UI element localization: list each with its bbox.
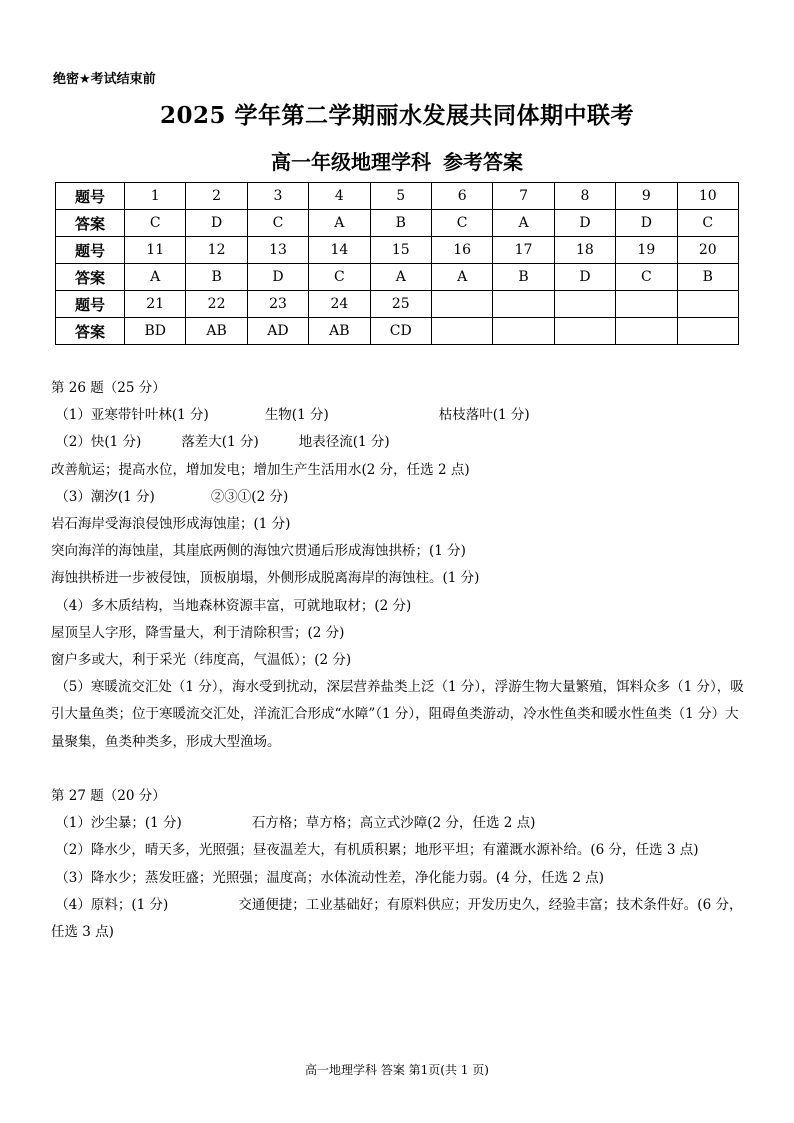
answer-cell — [616, 318, 677, 345]
q26-part3-line1: 岩石海岸受海浪侵蚀形成海蚀崖；(1 分) — [51, 516, 291, 533]
q26-part4-line3: 窗户多或大，利于采光（纬度高，气温低）；(2 分) — [51, 652, 352, 669]
exam-title: 2025 学年第二学期丽水发展共同体期中联考 — [159, 102, 635, 129]
question-number-cell: 8 — [554, 183, 615, 210]
q27-part3-text: （3）降水少；蒸发旺盛；光照强；温度高；水体流动性差，净化能力弱。(4 分，任选 2 点) — [55, 869, 604, 886]
answer-cell: A — [370, 264, 431, 291]
answer-cell: B — [370, 210, 431, 237]
q27-part2-text: （2）降水少，晴天多，光照强；昼夜温差大，有机质积累；地形平坦；有灌溉水源补给。(6 分，任选 3 点) — [55, 842, 699, 859]
answer-cell: B — [677, 264, 738, 291]
q26-part4-line2: 屋顶呈人字形，降雪量大，利于清除积雪；(2 分) — [51, 624, 345, 641]
answer-cell: B — [186, 264, 247, 291]
question-number-cell — [431, 291, 492, 318]
q26-part4-line1 — [51, 593, 747, 620]
answer-table — [55, 182, 739, 345]
question-number-cell: 18 — [554, 237, 615, 264]
answer-row-label: 答案 — [56, 318, 125, 345]
subtitle-subject: 高一年级地理学科 — [271, 150, 431, 174]
answer-cell: C — [247, 210, 308, 237]
answer-cell: C — [125, 210, 186, 237]
question-number-row-label: 题号 — [56, 291, 125, 318]
question-number-cell — [493, 291, 554, 318]
answer-row — [56, 264, 739, 291]
answer-cell — [554, 318, 615, 345]
q26-part1-c: 枯枝落叶(1 分) — [438, 407, 530, 424]
question-number-cell — [616, 291, 677, 318]
answer-cell: AB — [186, 318, 247, 345]
answer-cell: D — [554, 210, 615, 237]
q26-part3 — [51, 484, 747, 511]
question-number-row — [56, 291, 739, 318]
question-number-cell: 20 — [677, 237, 738, 264]
q26-part1 — [51, 402, 747, 429]
answer-cell: A — [309, 210, 370, 237]
answer-cell: C — [431, 210, 492, 237]
answer-content — [51, 375, 747, 946]
q26-part1-b: 生物(1 分) — [264, 407, 329, 424]
answer-cell: A — [431, 264, 492, 291]
answer-row — [56, 210, 739, 237]
q27-part4 — [51, 892, 747, 946]
answer-cell: CD — [370, 318, 431, 345]
page-footer: 高一地理学科 答案 第1页(共 1 页) — [305, 1063, 489, 1077]
answer-row-label: 答案 — [56, 264, 125, 291]
question-number-cell: 12 — [186, 237, 247, 264]
answer-cell: D — [554, 264, 615, 291]
q26-part5 — [51, 674, 747, 756]
q26-part3-b: ②③①(2 分) — [210, 488, 289, 505]
exam-subtitle — [0, 146, 794, 175]
question-number-row — [56, 183, 739, 210]
question-number-cell: 6 — [431, 183, 492, 210]
answer-cell: C — [309, 264, 370, 291]
q26-part2-a: （2）快(1 分) — [55, 434, 142, 451]
question-number-row — [56, 237, 739, 264]
q26-part3-a: （3）潮汐(1 分) — [55, 488, 155, 505]
q26-part5-text: （5）寒暖流交汇处（1 分），海水受到扰动，深层营养盐类上泛（1 分），浮游生物大量繁殖，饵料众多（1 分），吸引大量鱼类；位于寒暖流交汇处，洋流汇合形成“水障”（1 分），阻碍鱼类游动，冷水性鱼类和暖水性鱼类（1 分）大量聚集，鱼类种类多，形成大型渔场。 — [51, 679, 744, 750]
q26-heading: 第 26 题（25 分） — [51, 380, 166, 396]
question-number-cell — [677, 291, 738, 318]
question-number-cell: 10 — [677, 183, 738, 210]
question-number-cell: 11 — [125, 237, 186, 264]
answer-cell: A — [125, 264, 186, 291]
question-number-cell: 16 — [431, 237, 492, 264]
q27-heading: 第 27 题（20 分） — [51, 788, 166, 805]
question-number-cell: 7 — [493, 183, 554, 210]
q27-part2 — [51, 837, 747, 864]
question-number-cell: 24 — [309, 291, 370, 318]
question-number-cell: 22 — [186, 291, 247, 318]
q26-part4-a: （4）多木质结构，当地森林资源丰富，可就地取材；(2 分) — [55, 597, 412, 614]
answer-row-label: 答案 — [56, 210, 125, 237]
question-number-cell: 21 — [125, 291, 186, 318]
q26-part2-detail: 改善航运；提高水位，增加发电；增加生产生活用水(2 分，任选 2 点) — [51, 461, 470, 478]
q27-part1-b: 石方格；草方格；高立式沙障(2 分，任选 2 点) — [251, 815, 536, 832]
question-number-cell: 25 — [370, 291, 431, 318]
q26-part2-c: 地表径流(1 分) — [298, 434, 390, 451]
question-number-row-label: 题号 — [56, 237, 125, 264]
answer-cell: D — [186, 210, 247, 237]
question-number-cell: 13 — [247, 237, 308, 264]
question-number-cell: 23 — [247, 291, 308, 318]
question-number-cell: 17 — [493, 237, 554, 264]
q27-part4-b: 交通便捷；工业基础好；有原料供应；开发历史久，经验丰富；技术条件好。(6 分，任选 3 点) — [51, 896, 743, 941]
q27-part1-a: （1）沙尘暴；(1 分) — [55, 815, 182, 832]
answer-cell: AD — [247, 318, 308, 345]
answer-cell — [677, 318, 738, 345]
q27-part1 — [51, 810, 747, 837]
question-number-cell: 2 — [186, 183, 247, 210]
q27-part3 — [51, 865, 747, 892]
question-number-cell: 4 — [309, 183, 370, 210]
question-number-cell: 14 — [309, 237, 370, 264]
answer-cell — [431, 318, 492, 345]
answer-cell: B — [493, 264, 554, 291]
answer-cell: C — [677, 210, 738, 237]
answer-cell: D — [616, 210, 677, 237]
answer-cell: A — [493, 210, 554, 237]
subtitle-answer-key: 参考答案 — [443, 150, 523, 174]
q27-part4-a: （4）原料；(1 分) — [55, 896, 169, 913]
answer-cell: C — [616, 264, 677, 291]
confidential-label: 绝密★考试结束前 — [53, 72, 156, 87]
q26-part1-a: （1）亚寒带针叶林(1 分) — [55, 407, 209, 424]
question-number-row-label: 题号 — [56, 183, 125, 210]
question-number-cell: 15 — [370, 237, 431, 264]
answer-row — [56, 318, 739, 345]
answer-cell: AB — [309, 318, 370, 345]
answer-cell: BD — [125, 318, 186, 345]
q26-part2 — [51, 429, 747, 456]
question-number-cell: 3 — [247, 183, 308, 210]
question-number-cell: 5 — [370, 183, 431, 210]
question-number-cell: 1 — [125, 183, 186, 210]
q26-part3-line2: 突向海洋的海蚀崖，其崖底两侧的海蚀穴贯通后形成海蚀拱桥；(1 分) — [51, 543, 466, 560]
answer-cell: D — [247, 264, 308, 291]
q26-part2-b: 落差大(1 分) — [181, 434, 259, 451]
answer-cell — [493, 318, 554, 345]
question-number-cell: 9 — [616, 183, 677, 210]
question-number-cell: 19 — [616, 237, 677, 264]
question-number-cell — [554, 291, 615, 318]
q26-part3-line3: 海蚀拱桥进一步被侵蚀，顶板崩塌，外侧形成脱离海岸的海蚀柱。(1 分) — [51, 570, 480, 587]
